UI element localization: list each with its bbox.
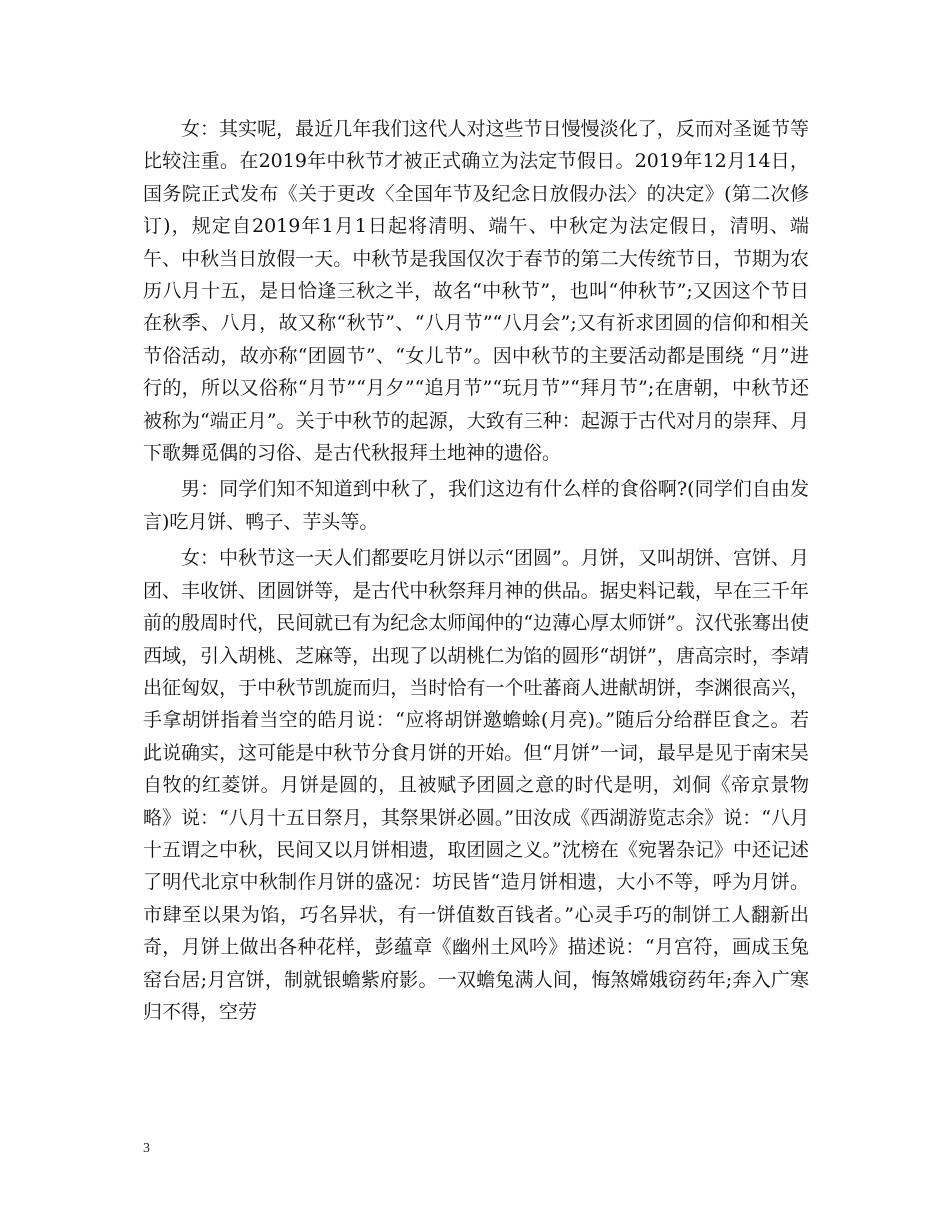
paragraph-2: 男：同学们知不知道到中秋了，我们这边有什么样的食俗啊?(同学们自由发言)吃月饼、鸭子、芋头等。 <box>143 478 809 533</box>
paragraph-3: 女：中秋节这一天人们都要吃月饼以示“团圆”。月饼，又叫胡饼、宫饼、月团、丰收饼、团圆饼等，是古代中秋祭拜月神的供品。据史料记载，早在三千年前的殷周时代，民间就已有为纪念太师闻仲的“边薄心厚太师饼”。汉代张骞出使西域，引入胡桃、芝麻等，出现了以胡桃仁为馅的圆形“胡饼”，唐高宗时，李靖出征匈奴，于中秋节凯旋而归，当时恰有一个吐蕃商人进献胡饼，李渊很高兴，手拿胡饼指着当空的皓月说：“应将胡饼邀蟾蜍(月亮)。”随后分给群臣食之。若此说确实，这可能是中秋节分食月饼的开始。但“月饼”一词，最早是见于南宋吴自牧的红菱饼。月饼是圆的，且被赋予团圆之意的时代是明，刘侗《帝京景物略》说：“八月十五日祭月，其祭果饼必圆。”田汝成《西湖游览志余》说：“八月十五谓之中秋，民间又以月饼相遗，取团圆之义。”沈榜在《宛署杂记》中还记述了明代北京中秋制作月饼的盛况：坊民皆“造月饼相遗，大小不等，呼为月饼。市肆至以果为馅，巧名异状，有一饼值数百钱者。”心灵手巧的制饼工人翻新出奇，月饼上做出各种花样，彭蕴章《幽州土风吟》描述说：“月宫符，画成玉兔窑台居;月宫饼，制就银蟾紫府影。一双蟾兔满人间，悔煞嫦娥窃药年;奔入广寒归不得，空劳 <box>143 547 809 1023</box>
body-text <box>143 113 809 1032</box>
page-number: 3 <box>143 1141 150 1156</box>
paragraph-1: 女：其实呢，最近几年我们这代人对这些节日慢慢淡化了，反而对圣诞节等比较注重。在2019年中秋节才被正式确立为法定节假日。2019年12月14日，国务院正式发布《关于更改〈全国年节及纪念日放假办法〉的决定》(第二次修订)，规定自2019年1月1日起将清明、端午、中秋定为法定假日，清明、端午、中秋当日放假一天。中秋节是我国仅次于春节的第二大传统节日，节期为农历八月十五，是日恰逢三秋之半，故名“中秋节”，也叫“仲秋节”;又因这个节日在秋季、八月，故又称“秋节”、“八月节”“八月会”;又有祈求团圆的信仰和相关节俗活动，故亦称“团圆节”、“女儿节”。因中秋节的主要活动都是围绕 “月”进行的，所以又俗称“月节”“月夕”“追月节”“玩月节”“拜月节”;在唐朝，中秋节还被称为“端正月”。关于中秋节的起源，大致有三种：起源于古代对月的崇拜、月下歌舞觅偶的习俗、是古代秋报拜土地神的遗俗。 <box>143 118 809 465</box>
